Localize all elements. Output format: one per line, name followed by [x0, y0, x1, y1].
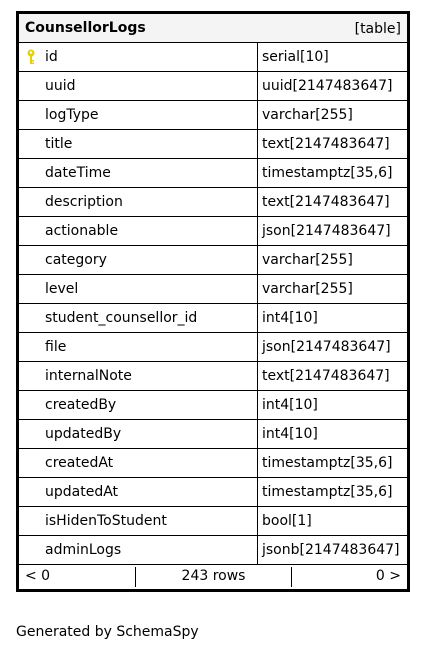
- column-type: timestamptz[35,6]: [262, 455, 393, 471]
- column-type-cell: [258, 507, 407, 535]
- column-type-cell: [258, 478, 407, 506]
- column-name[interactable]: level: [45, 281, 79, 297]
- parents-count[interactable]: < 0: [19, 567, 136, 587]
- column-list: [19, 43, 407, 565]
- column-type-cell: [258, 188, 407, 216]
- column-row[interactable]: [19, 188, 407, 217]
- column-name-cell: [19, 449, 258, 477]
- column-name[interactable]: updatedAt: [45, 484, 119, 500]
- column-name-cell: [19, 333, 258, 361]
- column-name[interactable]: isHidenToStudent: [45, 513, 167, 529]
- column-row[interactable]: [19, 449, 407, 478]
- column-name-cell: [19, 362, 258, 390]
- column-row[interactable]: [19, 304, 407, 333]
- column-name-cell: [19, 72, 258, 100]
- column-row[interactable]: [19, 362, 407, 391]
- column-row[interactable]: [19, 246, 407, 275]
- column-name-cell: [19, 420, 258, 448]
- column-type: serial[10]: [262, 49, 329, 65]
- column-name-cell: [19, 536, 258, 564]
- table-entity-counsellorlogs[interactable]: [16, 11, 410, 592]
- column-type: varchar[255]: [262, 281, 353, 297]
- column-type: int4[10]: [262, 426, 318, 442]
- column-type-cell: [258, 304, 407, 332]
- column-type: int4[10]: [262, 397, 318, 413]
- table-header: [19, 14, 407, 43]
- column-type: json[2147483647]: [262, 223, 391, 239]
- column-name[interactable]: logType: [45, 107, 99, 123]
- column-type-cell: [258, 275, 407, 303]
- table-name[interactable]: CounsellorLogs: [25, 20, 146, 36]
- column-name-cell: [19, 507, 258, 535]
- column-name[interactable]: file: [45, 339, 67, 355]
- column-name-cell: [19, 43, 258, 71]
- column-row[interactable]: [19, 72, 407, 101]
- column-type-cell: [258, 217, 407, 245]
- column-type: jsonb[2147483647]: [262, 542, 400, 558]
- column-name-cell: [19, 217, 258, 245]
- column-row[interactable]: [19, 333, 407, 362]
- table-type-label: [table]: [354, 21, 401, 37]
- column-name[interactable]: createdBy: [45, 397, 117, 413]
- column-type-cell: [258, 536, 407, 564]
- column-type-cell: [258, 420, 407, 448]
- column-name[interactable]: createdAt: [45, 455, 114, 471]
- column-type: text[2147483647]: [262, 194, 390, 210]
- column-name[interactable]: dateTime: [45, 165, 111, 181]
- table-footer: [19, 565, 407, 589]
- column-row[interactable]: [19, 536, 407, 565]
- column-row[interactable]: [19, 275, 407, 304]
- column-type-cell: [258, 130, 407, 158]
- column-name-cell: [19, 101, 258, 129]
- column-name-cell: [19, 275, 258, 303]
- column-name[interactable]: title: [45, 136, 73, 152]
- column-type: text[2147483647]: [262, 368, 390, 384]
- column-type: timestamptz[35,6]: [262, 165, 393, 181]
- column-type: int4[10]: [262, 310, 318, 326]
- column-type: varchar[255]: [262, 252, 353, 268]
- column-name[interactable]: updatedBy: [45, 426, 122, 442]
- column-name-cell: [19, 246, 258, 274]
- column-row[interactable]: [19, 420, 407, 449]
- column-name-cell: [19, 130, 258, 158]
- column-type-cell: [258, 333, 407, 361]
- column-type-cell: [258, 449, 407, 477]
- column-name[interactable]: uuid: [45, 78, 76, 94]
- column-type-cell: [258, 391, 407, 419]
- column-type-cell: [258, 159, 407, 187]
- row-count: 243 rows: [136, 567, 292, 587]
- column-name[interactable]: internalNote: [45, 368, 132, 384]
- column-name[interactable]: description: [45, 194, 123, 210]
- column-type: text[2147483647]: [262, 136, 390, 152]
- column-row[interactable]: [19, 217, 407, 246]
- primary-key-icon: [26, 49, 36, 65]
- column-type: uuid[2147483647]: [262, 78, 393, 94]
- column-type-cell: [258, 362, 407, 390]
- column-row[interactable]: [19, 159, 407, 188]
- column-row[interactable]: [19, 478, 407, 507]
- children-count[interactable]: 0 >: [375, 568, 401, 584]
- column-row[interactable]: [19, 391, 407, 420]
- column-type-cell: [258, 246, 407, 274]
- column-type: timestamptz[35,6]: [262, 484, 393, 500]
- column-name-cell: [19, 188, 258, 216]
- column-row[interactable]: [19, 130, 407, 159]
- column-type-cell: [258, 43, 407, 71]
- generated-by-text: Generated by SchemaSpy: [16, 624, 199, 640]
- column-type: json[2147483647]: [262, 339, 391, 355]
- column-type: bool[1]: [262, 513, 312, 529]
- column-name-cell: [19, 159, 258, 187]
- column-name[interactable]: id: [45, 49, 58, 65]
- column-name-cell: [19, 478, 258, 506]
- column-type: varchar[255]: [262, 107, 353, 123]
- column-name[interactable]: category: [45, 252, 107, 268]
- column-name[interactable]: student_counsellor_id: [45, 310, 198, 326]
- column-type-cell: [258, 101, 407, 129]
- column-name-cell: [19, 304, 258, 332]
- column-name[interactable]: adminLogs: [45, 542, 122, 558]
- column-type-cell: [258, 72, 407, 100]
- column-row[interactable]: [19, 507, 407, 536]
- column-name-cell: [19, 391, 258, 419]
- column-row[interactable]: [19, 43, 407, 72]
- column-row[interactable]: [19, 101, 407, 130]
- column-name[interactable]: actionable: [45, 223, 119, 239]
